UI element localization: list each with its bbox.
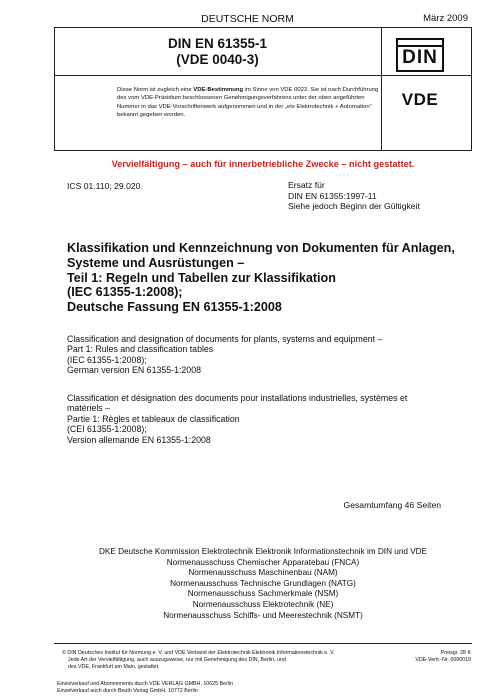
title-fr-line: (CEI 61355-1:2008); [67,424,147,435]
committee-item: Normenausschuss Technische Grundlagen (NATG) [170,578,356,588]
sales-info [57,681,233,695]
vde-note-bold: VDE-Bestimmung [193,87,244,93]
committee-item: Normenausschuss Maschinenbau (NAM) [188,568,338,578]
title-de-line: Systeme und Ausrüstungen – [67,255,245,270]
designation-divider [54,75,381,76]
logo-divider [381,75,472,76]
title-german [67,241,457,315]
designation [54,36,381,68]
title-french [67,393,457,445]
committee-item: Normenausschuss Sachmerkmale (NSM) [187,589,339,599]
committee-item: DKE Deutsche Kommission Elektrotechnik Elektronik Informationstechnik im DIN und VDE [98,547,428,556]
committee-item: Normenausschuss Elektrotechnik (NE) [192,599,334,609]
ics-code: ICS 01.110; 29.020 [67,181,141,191]
title-fr-line: Classification et désignation des documents pour installations industrielles, systèmes et [67,393,408,403]
title-de-line: Deutsche Fassung EN 61355-1:2008 [67,300,282,315]
title-de-line: Teil 1: Regeln und Tabellen zur Klassifikation [67,270,336,285]
ersatz-line-1: Ersatz für [288,180,325,190]
footer-rule [54,643,472,644]
page-count: Gesamtumfang 46 Seiten [343,500,441,510]
sales-line: Einzelverkauf und Abonnements durch VDE VERLAG GMBH, 10625 Berlin [57,681,234,687]
title-de-line: (IEC 61355-1:2008); [67,285,183,300]
title-en-line: (IEC 61355-1:2008); [67,354,147,365]
committee-item: Normenausschuss Chemischer Apparatebau (FNCA) [166,557,360,567]
din-logo [396,38,444,72]
copyright-line: des VDE, Frankfurt am Main, gestattet. [68,664,160,670]
committee-item: Normenausschuss Schiffs- und Meerestechnik (NSMT) [163,610,363,620]
title-en-line: Part 1: Rules and classification tables [67,344,214,355]
title-de-line: Klassifikation und Kennzeichnung von Dokumenten für Anlagen, [67,241,455,255]
title-en-line: Classification and designation of documents for plants, systems and equipment – [67,334,383,344]
replacement-info [288,180,420,212]
vde-note-after: im Sinne von VDE 0022. Sie ist nach Durchführung des vom VDE-Präsidium beschlossenen Genehmigungsverfahrens unter der oben angeführten Nummer in das VDE-Vorschriftenwerk aufgenommen und in der „etz Elektrotechnik + Automation“ bekannt gegeben worden. [117,87,379,118]
copyright-line: Jede Art der Vervielfältigung, auch auszugsweise, nur mit Genehmigung des DIN, Berlin, und [68,657,286,663]
copyright-notice [62,650,392,671]
header-box-bottom-rule [54,150,472,151]
din-number: DIN EN 61355-1 [167,36,268,51]
vde-note-before: Diese Norm ist zugleich eine [117,87,194,93]
copy-warning: Vervielfältigung – auch für innerbetriebliche Zwecke – nicht gestattet. [111,159,415,169]
committee-list [54,547,472,621]
title-fr-line: Partie 1: Règles et tableaux de classification [67,413,240,424]
title-english [67,334,457,376]
vde-note [117,86,382,119]
ersatz-line-3: Siehe jedoch Beginn der Gültigkeit [288,201,420,211]
header-box-right-rule [471,27,472,151]
title-en-line: German version EN 61355-1:2008 [67,365,201,376]
norm-type: DEUTSCHE NORM [201,13,294,25]
ersatz-line-2: DIN EN 61355:1997-11 [288,190,377,201]
price-group: Preisgr. 28 K [440,650,471,656]
copyright-line: © DIN Deutsches Institut für Normung e. V. und VDE Verband der Elektrotechnik Elektronik Informationstechnik e. V. [62,650,335,656]
distribution-number: VDE-Vertr.-Nr. 0090019 [415,657,471,663]
din-logo-text: DIN [402,47,438,68]
title-fr-line: Version allemande EN 61355-1:2008 [67,434,211,445]
title-fr-line: matériels – [67,403,111,414]
vde-number: (VDE 0040-3) [176,52,259,67]
publication-date: März 2009 [423,13,468,24]
sales-line: Einzelverkauf auch durch Beuth Verlag GmbH, 10772 Berlin [57,688,198,694]
vde-logo: VDE [401,90,439,109]
top-rule [54,27,472,28]
price-info [415,650,471,664]
